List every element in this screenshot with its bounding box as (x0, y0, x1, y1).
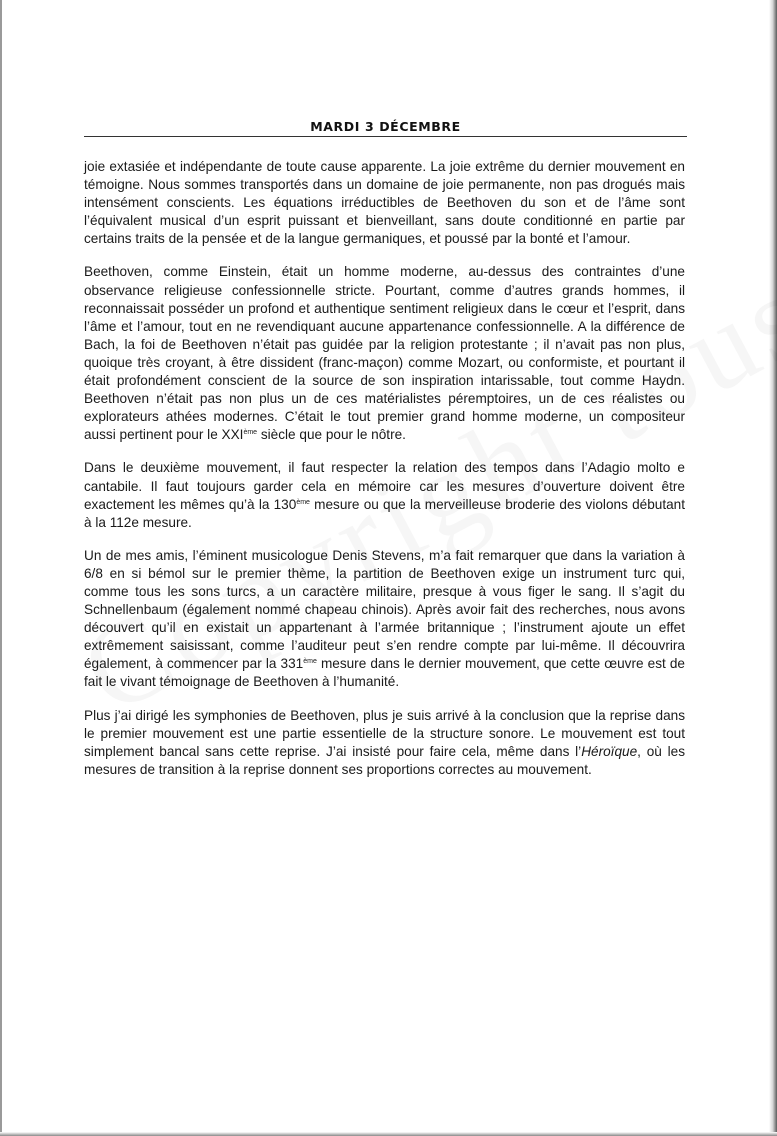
paragraph-text: Beethoven, comme Einstein, était un homme moderne, au-dessus des contraintes d’une observance religieuse confessionnelle stricte. Pourtant, comme d’autres grands hommes, il reconnaissait posséder un profond et authentique sentiment religieux dans le cœur et l’esprit, dans l’âme et l’amour, tout en ne revendiquant aucune appartenance confessionnelle. A la différence de Bach, la foi de Beethoven n’était pas guidée par la religion protestante ; il n’avait pas non plus, quoique très croyant, à être dissident (franc-maçon) comme Mozart, ou conformiste, et pourtant il était profondément conscient de la source de son inspiration intarissable, tout comme Haydn. Beethoven n’était pas non plus un de ces matérialistes péremptoires, un de ces réalistes ou explorateurs athées modernes. C’était le tout premier grand homme moderne, un compositeur aussi pertinent pour le XXI (84, 264, 685, 443)
page-body (84, 158, 685, 794)
superscript-ordinal: ème (243, 429, 258, 437)
superscript-ordinal: ème (296, 498, 310, 506)
paragraph-repeat (84, 707, 685, 779)
paragraph-text: Dans le deuxième mouvement, il faut respecter la relation des tempos dans l’Adagio molto e cantabile. Il faut toujours garder cela en mémoire car les mesures d’ouverture doivent être exactement les mêmes qu’à la 130 (84, 460, 685, 512)
paragraph-text: siècle que pour le nôtre. (257, 427, 406, 443)
superscript-ordinal: ème (303, 658, 317, 666)
paragraph-text: mesure dans le dernier mouvement, que cette œuvre est de fait le vivant témoignage de Beethoven à l’humanité. (84, 656, 685, 690)
scan-edge-right (769, 0, 777, 1136)
paragraph-text: mesure ou que la merveilleuse broderie des violons débutant à la 112e mesure. (84, 496, 686, 530)
scan-edge-bottom (0, 1132, 777, 1136)
paragraph-text: , où les mesures de transition à la reprise donnent ses proportions correctes au mouvement. (84, 743, 685, 777)
paragraph-text: Un de mes amis, l’éminent musicologue Denis Stevens, m’a fait remarquer que dans la variation à 6/8 en si bémol sur le premier thème, la partition de Beethoven exige un instrument turc qui, comme tous les sons turcs, a un caractère militaire, presque à vous figer le sang. Il s’agit du Schnellenbaum (également nommé chapeau chinois). Après avoir fait des recherches, nous avons découvert qu’il en existait un appartenant à l’armée britannique ; l’instrument ajoute un effet extrêmement saisissant, comme l’auditeur peut s’en rendre compte par lui-même. Il découvrira également, à commencer par la 331 (84, 547, 685, 672)
paragraph-second-movement (84, 459, 685, 531)
page-title: MARDI 3 DÉCEMBRE (310, 119, 461, 134)
paragraph-modern-man (84, 263, 685, 444)
scan-edge-left (0, 0, 2, 1136)
paragraph-text: Plus j’ai dirigé les symphonies de Beethoven, plus je suis arrivé à la conclusion que la reprise dans le premier mouvement est une partie essentielle de la structure sonore. Le mouvement est tout simplement bancal sans cette reprise. J’ai insisté pour faire cela, même dans l’ (84, 707, 685, 759)
paragraph-joy: joie extasiée et indépendante de toute cause apparente. La joie extrême du dernier mouvement en témoigne. Nous sommes transportés dans un domaine de joie permanente, non pas drogués mais intensément conscients. Les équations irréductibles de Beethoven du son et de l’âme sont l’équivalent musical d’un esprit puissant et bienveillant, sans doute conditionné en partie par certains traits de la pensée et de la langue germaniques, et poussé par la bonté et l’amour. (84, 159, 685, 247)
page-header (84, 118, 687, 137)
paragraph-turkish-instrument (84, 547, 685, 692)
italic-work-title: Héroïque (581, 743, 638, 759)
